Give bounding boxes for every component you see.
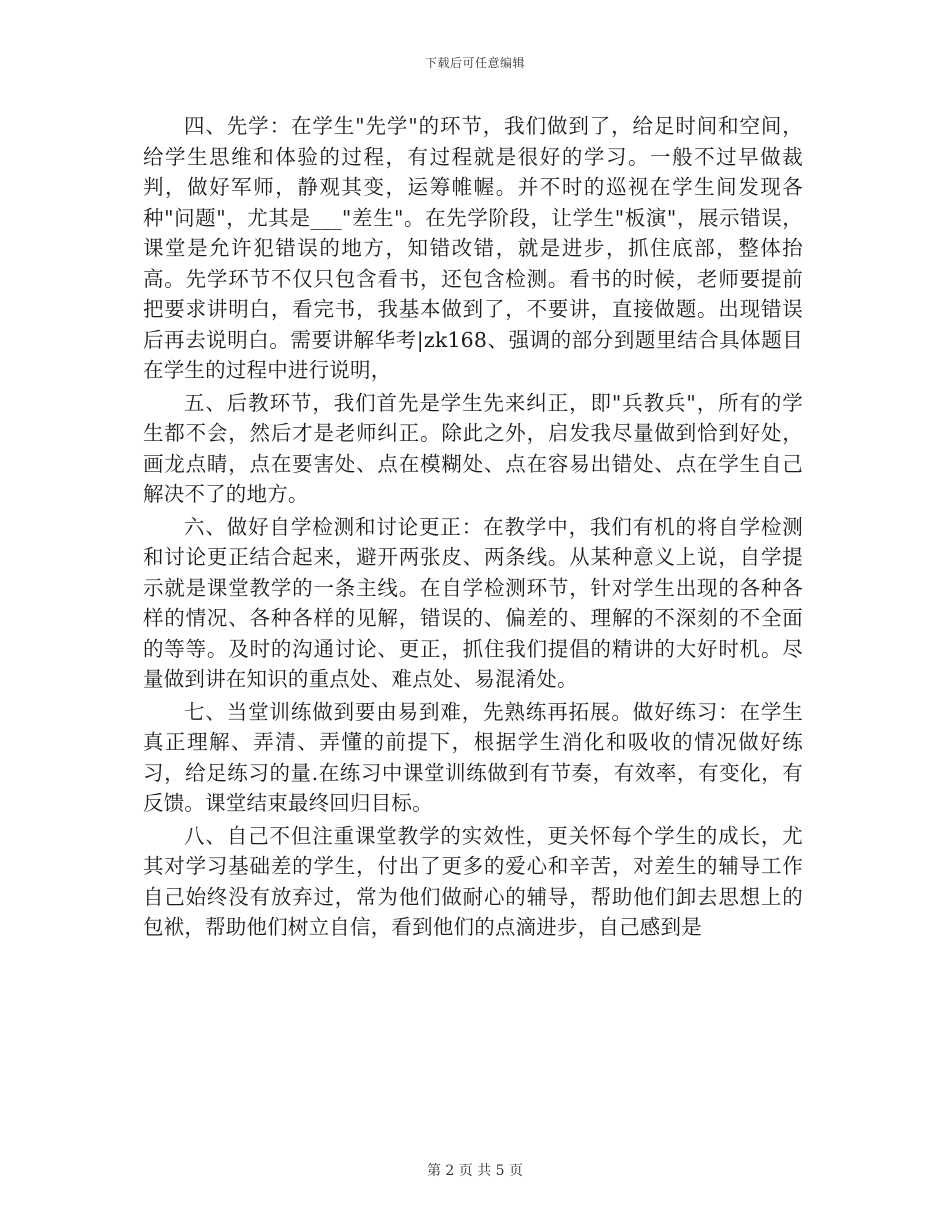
paragraph-section-4: 四、先学：在学生"先学"的环节，我们做到了，给足时间和空间，给学生思维和体验的过程，有过程就是很好的学习。一般不过早做裁判，做好军师，静观其变，运筹帷幄。并不时的巡视在学生间发现各种"问题"，尤其是___"差生"。在先学阶段，让学生"板演"，展示错误，课堂是允许犯错误的地方，知错改错，就是进步，抓住底部，整体抬高。先学环节不仅只包含看书，还包含检测。看书的时候，老师要提前把要求讲明白，看完书，我基本做到了，不要讲，直接做题。出现错误后再去说明白。需要讲解华考|zk168、强调的部分到题里结合具体题目在学生的过程中进行说明， — [143, 114, 803, 382]
page-header: 下载后可任意编辑 — [424, 56, 525, 70]
paragraph-section-6: 六、做好自学检测和讨论更正：在教学中，我们有机的将自学检测和讨论更正结合起来，避开两张皮、两条线。从某种意义上说，自学提示就是课堂教学的一条主线。在自学检测环节，针对学生出现的各种各样的情况、各种各样的见解，错误的、偏差的、理解的不深刻的不全面的等等。及时的沟通讨论、更正，抓住我们提倡的精讲的大好时机。尽量做到讲在知识的重点处、难点处、易混淆处。 — [143, 514, 803, 691]
paragraph-section-5: 五、后教环节，我们首先是学生先来纠正，即"兵教兵"，所有的学生都不会，然后才是老师纠正。除此之外，启发我尽量做到恰到好处，画龙点睛，点在要害处、点在模糊处、点在容易出错处、点在学生自己解决不了的地方。 — [143, 390, 803, 506]
page-number-footer: 第 2 页 共 5 页 — [426, 1163, 524, 1179]
document-body — [143, 111, 803, 945]
paragraph-section-7: 七、当堂训练做到要由易到难，先熟练再拓展。做好练习：在学生真正理解、弄清、弄懂的前提下，根据学生消化和吸收的情况做好练习，给足练习的量.在练习中课堂训练做到有节奏，有效率，有变化，有反馈。课堂结束最终回归目标。 — [143, 699, 803, 815]
paragraph-section-8: 八、自己不但注重课堂教学的实效性，更关怀每个学生的成长，尤其对学习基础差的学生，付出了更多的爱心和辛苦，对差生的辅导工作自己始终没有放弃过，常为他们做耐心的辅导，帮助他们卸去思想上的包袱，帮助他们树立自信，看到他们的点滴进步，自己感到是 — [143, 823, 803, 939]
